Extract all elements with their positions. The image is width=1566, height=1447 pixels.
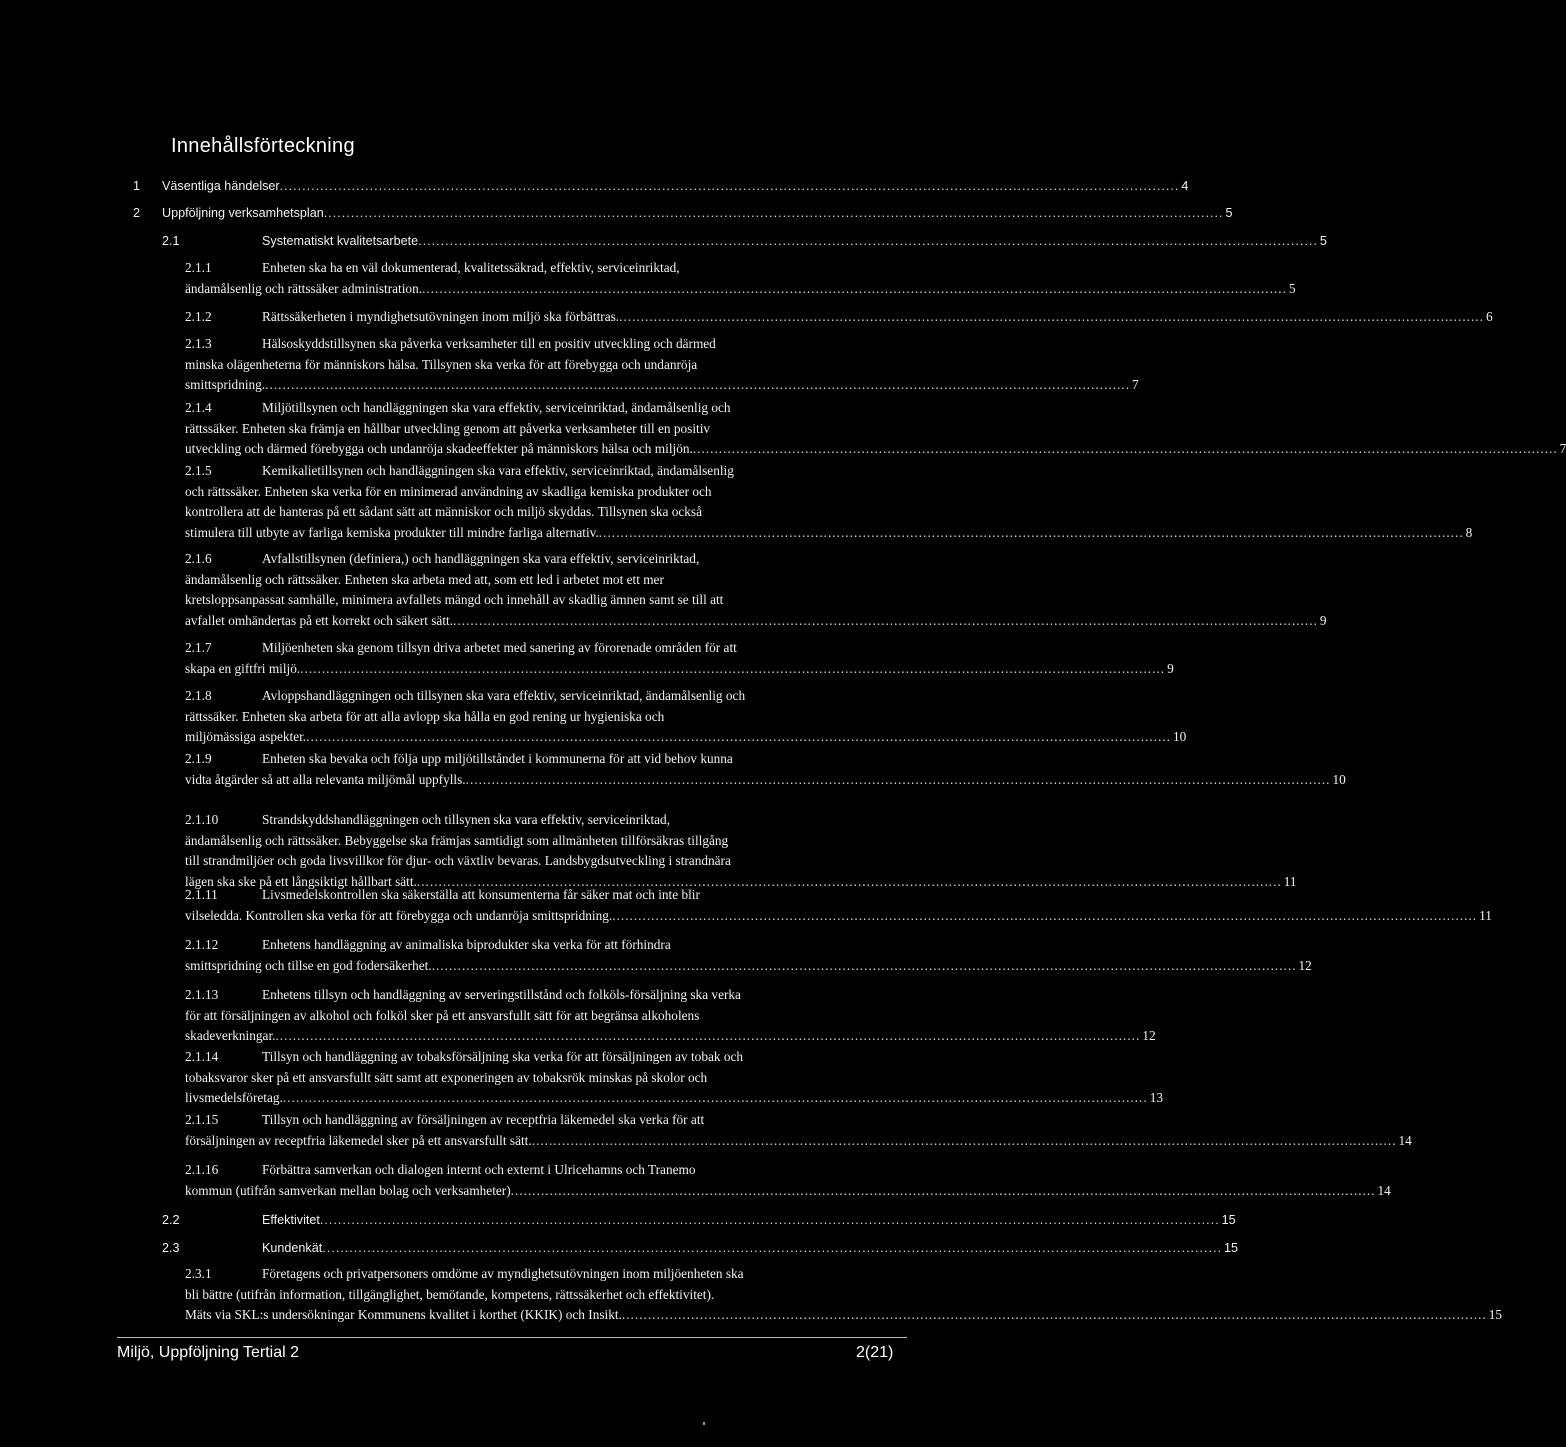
footer-divider [117,1337,907,1338]
toc-entry-line-text: Livsmedelskontrollen ska säkerställa att konsumenterna får säker mat och inte blir [262,887,700,902]
toc-entry-line-text: Miljöenheten ska genom tillsyn driva arbetet med sanering av förorenade områden för att [262,640,737,655]
toc-entry[interactable] [185,1110,1412,1151]
toc-page-number: 4 [1181,179,1189,193]
toc-leader-dots: ........................................................................................................................................................................................................ [265,377,1131,392]
toc-entry-line-text: Enhetens tillsyn och handläggning av serveringstillstånd och folköls-försäljning ska verka [262,987,741,1002]
toc-entry-text [262,1210,1236,1231]
toc-entry-line-text: Strandskyddshandläggningen och tillsynen ska vara effektiv, serviceinriktad, [262,812,671,827]
toc-entry-line-text: livsmedelsföretag. [185,1090,283,1105]
toc-leader-dots: ........................................................................................................................................................................................................ [431,957,1297,973]
toc-entry-line [262,1047,908,1068]
toc-entry-line [185,1006,908,1027]
toc-entry-line-text: för att försäljningen av alkohol och folköl sker på ett ansvarsfullt sätt för att begränsa alkoholens [185,1007,700,1023]
toc-entry[interactable] [185,638,1174,679]
toc-leader-dots: ........................................................................................................................................................................................................ [621,1307,1487,1322]
toc-entry-line [262,461,908,482]
toc-page-number: 10 [1332,771,1346,787]
toc-entry-line-text: smittspridning. [185,377,266,392]
toc-leader-dots: ........................................................................................................................................................................................................ [282,1090,1148,1105]
toc-entry-text [262,1238,1239,1259]
toc-entry[interactable] [162,1210,1236,1231]
toc-entry-text [262,231,1327,252]
toc-page-number: 14 [1377,1182,1391,1198]
toc-entry-line-text: ändamålsenlig och rättssäker. Enheten ska arbeta med att, som ett led i arbetet mot ett mer [185,571,664,587]
toc-entry-number: 2.2 [162,1213,180,1227]
toc-page-number: 11 [1283,873,1297,889]
toc-entry-number: 2.1.5 [185,463,212,478]
toc-entry[interactable] [185,810,1297,892]
toc-entry-line-text: Tillsyn och handläggning av försäljningen av receptfria läkemedel ska verka för att [262,1112,705,1127]
toc-entry-line-text: lägen ska ske på ett långsiktigt hållbart sätt. [185,873,417,889]
toc-entry-line-text: Mäts via SKL:s undersökningar Kommunens kvalitet i korthet (KKIK) och Insikt. [185,1307,622,1322]
toc-page-number: 15 [1224,1241,1239,1255]
toc-leader-dots: ........................................................................................................................................................................................................ [279,179,1180,193]
toc-entry-line-text: Systematiskt kvalitetsarbete [262,234,419,248]
toc-entry-line-text: Effektivitet [262,1213,320,1227]
toc-entry-number: 2.3.1 [185,1266,212,1281]
toc-entry-line-text: bli bättre (utifrån information, tillgänglighet, bemötande, kompetens, rättssäkerhet och effektivitet). [185,1286,715,1302]
toc-entry-line [162,176,1189,197]
toc-entry-line [262,1160,908,1181]
toc-leader-dots: ........................................................................................................................................................................................................ [612,907,1478,923]
toc-page-number: 11 [1479,907,1492,923]
toc-entry-number: 2.1.4 [185,400,212,415]
toc-entry-line-text: kommun (utifrån samverkan mellan bolag och verksamheter) [185,1182,511,1198]
toc-entry[interactable] [133,176,1189,197]
toc-entry-line-text: Rättssäkerheten i myndighetsutövningen inom miljö ska förbättras. [262,309,620,324]
toc-leader-dots: ........................................................................................................................................................................................................ [510,1182,1376,1198]
toc-entry-line [185,1088,1163,1109]
toc-page-number: 5 [1225,206,1233,220]
toc-entry-line [262,1264,908,1285]
toc-entry[interactable] [162,231,1327,252]
toc-entry[interactable] [185,334,1139,396]
toc-leader-dots: ........................................................................................................................................................................................................ [322,1241,1223,1255]
toc-entry-line [185,1026,1156,1047]
toc-entry[interactable] [185,461,1473,543]
toc-entry-line-text: kretsloppsanpassat samhälle, minimera avfallets mängd och innehåll av skadlig ämnen samt se till att [185,592,724,607]
toc-entry-line [185,375,1139,396]
toc-entry-line-text: Förbättra samverkan och dialogen internt och externt i Ulricehamns och Tranemo [262,1162,696,1177]
toc-entry-line [185,727,1187,748]
toc-page-number: 7 [1559,441,1566,456]
toc-entry[interactable] [185,885,1492,926]
toc-entry[interactable] [185,398,1566,460]
toc-entry-number: 2.1.16 [185,1162,219,1177]
toc-page-number: 5 [1288,280,1296,296]
toc-entry-line [262,258,908,279]
toc-entry-number: 2.1.8 [185,688,212,703]
toc-entry-line [262,1110,908,1131]
toc-leader-dots: ........................................................................................................................................................................................................ [619,309,1484,324]
toc-entry-line-text: vidta åtgärder så att alla relevanta miljömål uppfylls. [185,771,466,787]
toc-page-number: 14 [1398,1132,1412,1148]
toc-entry-line [185,502,908,523]
toc-entry-number: 2.1.7 [185,640,212,655]
toc-entry-line [262,749,908,770]
toc-entry-line [185,419,908,440]
toc-entry-line-text: Uppföljning verksamhetsplan [162,206,324,220]
scan-speck [703,1422,705,1425]
toc-entry-line [185,355,908,376]
toc-entry-number: 2.1.10 [185,812,219,827]
toc-page-number: 5 [1319,234,1327,248]
toc-leader-dots: ........................................................................................................................................................................................................ [275,1028,1141,1043]
toc-entry-line [262,398,908,419]
toc-entry-line-text: skadeverkningar. [185,1028,276,1043]
toc-entry-line-text: smittspridning och tillse en god fodersäkerhet. [185,957,432,973]
toc-entry-line-text: Enheten ska ha en väl dokumenterad, kvalitetssäkrad, effektiv, serviceinriktad, [262,260,680,275]
toc-entry-number: 2.1.6 [185,551,212,566]
toc-entry-number: 2.1.12 [185,937,219,952]
toc-entry-line [185,523,1473,544]
toc-entry-line [185,906,1492,927]
toc-entry-line [185,831,908,852]
toc-entry-line [185,851,908,872]
toc-entry-line-text: Enhetens handläggning av animaliska biprodukter ska verka för att förhindra [262,937,671,952]
toc-entry-line [262,935,908,956]
toc-entry-line-text: miljömässiga aspekter. [185,729,307,744]
toc-page-number: 9 [1319,612,1327,628]
toc-title: Innehållsförteckning [171,135,355,157]
toc-leader-dots: ........................................................................................................................................................................................................ [422,280,1287,296]
toc-entry-line [262,686,908,707]
toc-entry-number: 2.1.15 [185,1112,219,1127]
toc-entry-line [185,570,908,591]
toc-entry[interactable] [185,258,1296,299]
toc-entry-number: 2.1 [162,234,180,248]
toc-entry[interactable] [133,203,1233,224]
toc-entry-line-text: vilseledda. Kontrollen ska verka för att förebygga och undanröja smittspridning. [185,907,613,923]
toc-entry-line-text: ändamålsenlig och rättssäker administration. [185,280,423,296]
toc-entry-line-text: försäljningen av receptfria läkemedel sker på ett ansvarsfullt sätt. [185,1132,532,1148]
toc-entry-number: 2 [133,206,141,220]
toc-entry[interactable] [185,1160,1391,1201]
toc-entry-line-text: Kundenkät [262,1241,323,1255]
toc-entry[interactable] [185,307,1493,328]
toc-entry-line-text: Hälsoskyddstillsynen ska påverka verksamheter till en positiv utveckling och därmed [262,336,716,351]
toc-entry-line-text: Tillsyn och handläggning av tobaksförsäljning ska verka för att försäljningen av tobak och [262,1049,744,1064]
toc-entry-line [185,1181,1391,1202]
toc-entry-line-text: till strandmiljöer och goda livsvillkor för djur- och växtliv bevaras. Landsbygdsutveckling i strandnära [185,853,731,868]
toc-entry-number: 2.1.14 [185,1049,219,1064]
toc-entry-line [185,279,1296,300]
toc-entry[interactable] [185,686,1187,748]
toc-entry-line-text: stimulera till utbyte av farliga kemiska produkter till mindre farliga alternativ. [185,524,599,540]
toc-entry-line [185,1131,1412,1152]
toc-entry-line [185,611,1327,632]
toc-entry-number: 2.1.13 [185,987,219,1002]
toc-entry-line-text: kontrollera att de hanteras på ett sådant sätt att människor och miljö skyddas. Tillsynen ska också [185,504,703,519]
toc-entry-line-text: rättssäker. Enheten ska arbeta för att alla avlopp ska hålla en god rening ur hygieniska och [185,708,665,724]
toc-entry-number: 2.1.3 [185,336,212,351]
toc-page-number: 13 [1149,1090,1163,1105]
toc-page-number: 7 [1132,377,1139,392]
toc-entry-line-text: avfallet omhändertas på ett korrekt och säkert sätt. [185,612,454,628]
toc-entry[interactable] [162,1238,1239,1259]
toc-entry-line [185,707,908,728]
toc-leader-dots: ........................................................................................................................................................................................................ [416,873,1282,889]
toc-page-number: 12 [1142,1028,1156,1043]
toc-entry[interactable] [185,549,1327,631]
toc-entry-line [262,638,908,659]
toc-entry[interactable] [185,985,1156,1047]
toc-entry-text [162,203,1233,224]
toc-page-number: 15 [1221,1213,1236,1227]
toc-entry-line-text: Företagens och privatpersoners omdöme av myndighetsutövningen inom miljöenheten ska [262,1266,744,1281]
toc-entry-line [262,810,908,831]
toc-entry-line [185,1305,1503,1326]
toc-entry-line-text: Avloppshandläggningen och tillsynen ska vara effektiv, serviceinriktad, ändamålsenlig och [262,688,746,703]
toc-entry-line-text: Enheten ska bevaka och följa upp miljötillståndet i kommunerna för att vid behov kunna [262,751,733,766]
toc-entry[interactable] [185,1047,1163,1109]
toc-entry-number: 2.1.2 [185,309,212,324]
toc-page-number: 9 [1167,660,1174,676]
toc-entry-number: 2.1.11 [185,887,218,902]
toc-leader-dots: ........................................................................................................................................................................................................ [453,612,1318,628]
toc-page-number: 12 [1298,957,1312,973]
toc-entry-line [262,985,908,1006]
toc-entry-line-text: utveckling och därmed förebygga och undanröja skadeeffekter på människors hälsa och miljön. [185,441,693,456]
toc-entry[interactable] [185,935,1312,976]
toc-entry-line-text: Miljötillsynen och handläggningen ska vara effektiv, serviceinriktad, ändamålsenlig och [262,400,731,415]
toc-page-number: 6 [1485,309,1493,324]
toc-entry[interactable] [185,1264,1503,1326]
toc-entry-line-text: och rättssäker. Enheten ska verka för en minimerad användning av skadliga kemiska produkter och [185,483,712,499]
footer-page-number: 2(21) [856,1344,894,1361]
toc-leader-dots: ........................................................................................................................................................................................................ [465,771,1331,787]
toc-entry[interactable] [185,749,1346,790]
toc-entry-line-text: skapa en giftfri miljö. [185,660,301,676]
toc-entry-line [185,482,908,503]
footer-document-title: Miljö, Uppföljning Tertial 2 [117,1344,300,1361]
toc-page-number: 10 [1172,729,1187,744]
toc-entry-line [262,334,908,355]
toc-entry-line-text: Avfallstillsynen (definiera,) och handläggningen ska vara effektiv, serviceinriktad, [262,551,700,566]
toc-entry-text [162,176,1189,197]
toc-entry-line-text: ändamålsenlig och rättssäker. Bebyggelse ska främjas samtidigt som allmänheten tillförsäkras tillgång [185,832,729,848]
toc-entry-line-text: minska olägenheterna för människors hälsa. Tillsynen ska verka för att förebygga och undanröja [185,356,698,372]
toc-entry-line [185,439,1566,460]
toc-entry-number: 2.3 [162,1241,180,1255]
toc-entry-line-text: Kemikalietillsynen och handläggningen ska vara effektiv, serviceinriktad, ändamålsenlig [262,463,734,478]
toc-leader-dots: ........................................................................................................................................................................................................ [319,1213,1220,1227]
toc-leader-dots: ........................................................................................................................................................................................................ [418,234,1318,248]
toc-entry-line [185,1285,908,1306]
toc-page-number: 15 [1488,1307,1503,1322]
toc-entry-number: 2.1.9 [185,751,212,766]
toc-entry-line [262,885,908,906]
toc-entry-line [185,590,908,611]
toc-leader-dots: ........................................................................................................................................................................................................ [306,729,1171,744]
toc-leader-dots: ........................................................................................................................................................................................................ [598,524,1464,540]
toc-leader-dots: ........................................................................................................................................................................................................ [531,1132,1397,1148]
toc-leader-dots: ........................................................................................................................................................................................................ [692,441,1558,456]
toc-entry-line [185,770,1346,791]
toc-entry-line-text: tobaksvaror sker på ett ansvarsfullt sätt samt att exponeringen av tobaksrök minskas på skolor och [185,1069,708,1085]
toc-page-number: 8 [1465,524,1473,540]
toc-entry-line-text: Väsentliga händelser [162,179,280,193]
toc-entry-line [262,1210,1236,1231]
toc-entry-line [262,549,908,570]
toc-entry-line [262,307,1493,328]
toc-entry-number: 2.1.1 [185,260,212,275]
toc-leader-dots: ........................................................................................................................................................................................................ [300,660,1166,676]
toc-entry-line [262,231,1327,252]
toc-entry-line-text: rättssäker. Enheten ska främja en hållbar utveckling genom att påverka verksamheter till en positiv [185,420,711,436]
toc-leader-dots: ........................................................................................................................................................................................................ [323,206,1224,220]
toc-entry-text [262,307,1493,328]
toc-entry-line [185,956,1312,977]
toc-entry-line [262,1238,1239,1259]
toc-entry-number: 1 [133,179,141,193]
toc-entry-line [185,1068,908,1089]
toc-entry-line [162,203,1233,224]
toc-entry-line [185,659,1174,680]
